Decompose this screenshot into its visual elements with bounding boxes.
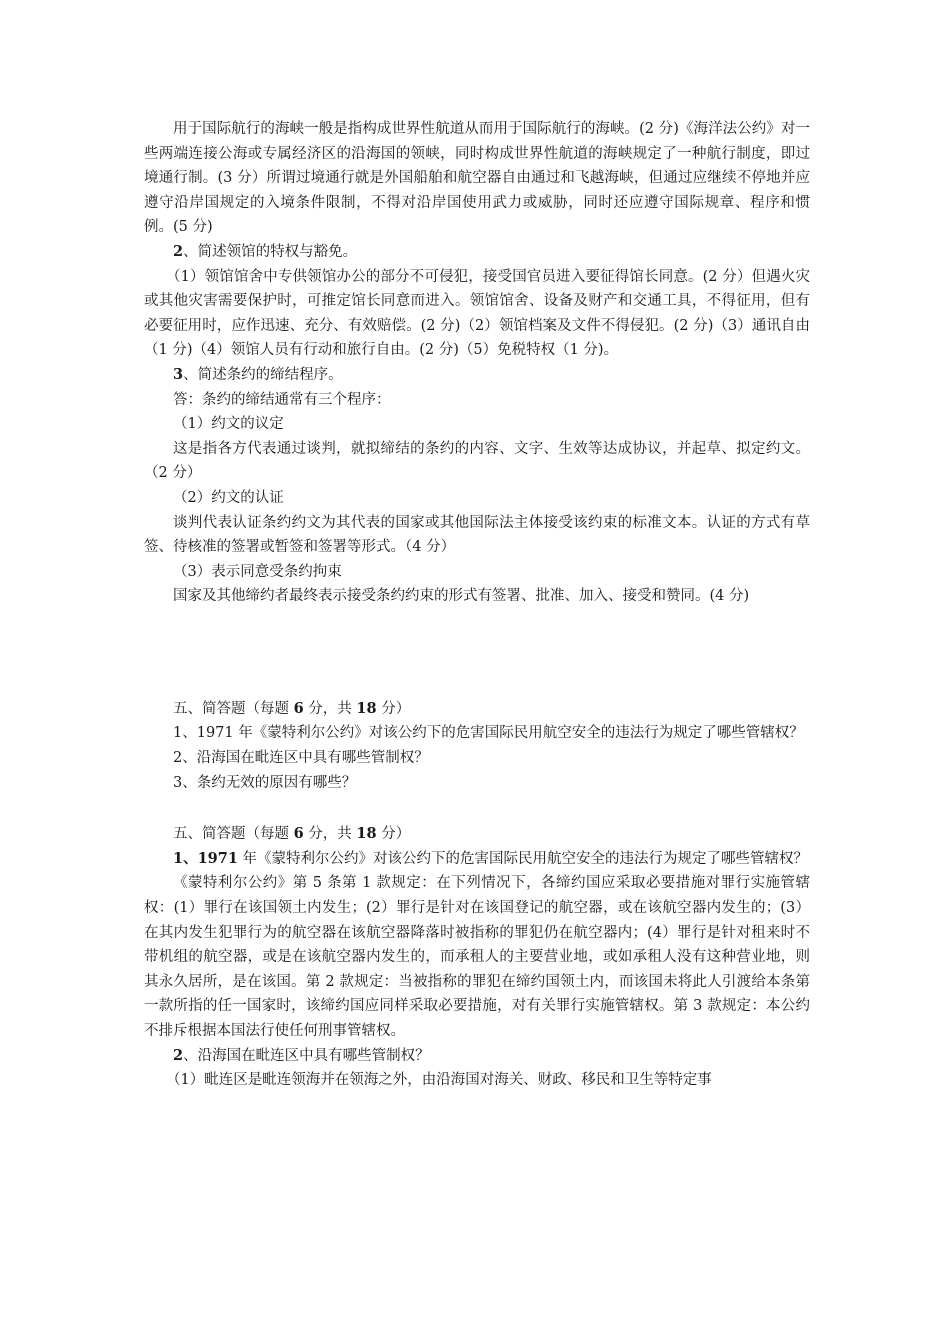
heading-text: 分，共 — [303, 700, 357, 717]
question-year: 1971 — [197, 849, 238, 867]
heading-score: 6 — [293, 699, 304, 717]
step-1-title: （1）约文的议定 — [173, 416, 284, 433]
answer-2-consulate-privileges: （1）领馆馆舍中专供领馆办公的部分不可侵犯，接受国官员进入要征得馆长同意。(2 分）但遇火灾或其他灾害需要保护时，可推定馆长同意而进入。领馆馆舍、设备及财产和交通工具，不得征用，但有必要征用时，应作迅速、充分、有效赔偿。(2 分)（2）领馆档案及文件不得侵犯。(2 分)（3）通讯自由（1 分)（4）领馆人员有行动和旅行自由。(2 分)（5）免税特权（1 分)。 — [144, 268, 810, 359]
heading-text: 五、简答题（每题 — [173, 826, 294, 843]
question-number: 2 — [173, 1046, 184, 1064]
heading-score: 6 — [293, 825, 304, 843]
step-2-title: （2）约文的认证 — [173, 489, 284, 506]
question-number: 3 — [173, 365, 184, 383]
question-3-treaty-invalidity: 3、条约无效的原因有哪些？ — [173, 774, 357, 791]
question-3-treaty-procedure — [144, 363, 810, 388]
section-heading — [144, 697, 810, 722]
heading-total: 18 — [356, 825, 377, 843]
question-1-montreal-answered — [144, 847, 810, 872]
question-2-contiguous-zone: 2、沿海国在毗连区中具有哪些管制权？ — [173, 750, 429, 767]
step-3-text: 国家及其他缔约者最终表示接受条约约束的形式有签署、批准、加入、接受和赞同。(4 分) — [173, 588, 750, 605]
question-number: 2 — [173, 242, 184, 260]
blank-space — [144, 795, 810, 822]
question-number: 1 — [173, 849, 184, 867]
question-2-contiguous-zone-answered — [144, 1044, 810, 1069]
answer-intro: 答：条约的缔结通常有三个程序： — [173, 391, 391, 408]
step-2-text: 谈判代表认证条约约文为其代表的国家或其他国际法主体接受该约束的标准文本。认证的方式有草签、待核准的签署或暂签和签署等形式。（4 分） — [144, 514, 810, 556]
heading-text: 分） — [376, 826, 411, 843]
paragraph-straits-passage: 用于国际航行的海峡一般是指构成世界性航道从而用于国际航行的海峡。(2 分)《海洋法公约》对一些两端连接公海或专属经济区的沿海国的领峡，同时构成世界性航道的海峡规定了一种航行制度，即过境通行制。(3 分）所谓过境通行就是外国船舶和航空器自由通过和飞越海峡，但通过应继续不停地并应遵守沿岸国规定的入境条件限制，不得对沿岸国使用武力或威胁，同时还应遵守国际规章、程序和惯例。(5 分) — [144, 121, 810, 236]
section-heading — [144, 822, 810, 847]
question-2-consulate-privileges — [144, 240, 810, 265]
heading-text: 分，共 — [303, 826, 357, 843]
step-1-text: 这是指各方代表通过谈判，就拟缔结的条约的内容、文字、生效等达成协议，并起草、拟定约文。（2 分） — [144, 440, 810, 482]
blank-space — [144, 609, 810, 697]
question-text: 、简述领馆的特权与豁免。 — [183, 243, 358, 260]
answer-2-contiguous-zone: （1）毗连区是毗连领海并在领海之外，由沿海国对海关、财政、移民和卫生等特定事 — [166, 1072, 712, 1089]
question-text: 、简述条约的缔结程序。 — [183, 366, 343, 383]
question-1-montreal: 1、1971 年《蒙特利尔公约》对该公约下的危害国际民用航空安全的违法行为规定了哪些管辖权？ — [173, 725, 804, 742]
answer-1-montreal: 《蒙特利尔公约》第 5 条第 1 款规定：在下列情况下，各缔约国应采取必要措施对罪行实施管辖权：(1）罪行在该国领土内发生；(2）罪行是针对在该国登记的航空器，或在该航空器内发生的；(3）在其内发生犯罪行为的航空器在该航空器降落时被指称的罪犯仍在航空器内；(4）罪行是针对租来时不带机组的航空器，或是在该航空器内发生的，而承租人的主要营业地，或如承租人没有这种营业地，则其永久居所，是在该国。第 2 款规定：当被指称的罪犯在缔约国领土内，而该国未将此人引渡给本条第一款所指的任一国家时，该缔约国应同样采取必要措施，对有关罪行实施管辖权。第 3 款规定：本公约不排斥根据本国法行使任何刑事管辖权。 — [144, 875, 810, 1039]
heading-total: 18 — [356, 699, 377, 717]
question-text: 、沿海国在毗连区中具有哪些管制权？ — [183, 1047, 430, 1064]
heading-text: 五、简答题（每题 — [173, 700, 294, 717]
step-3-title: （3）表示同意受条约拘束 — [173, 563, 342, 580]
question-text: 年《蒙特利尔公约》对该公约下的危害国际民用航空安全的违法行为规定了哪些管辖权？ — [237, 850, 809, 867]
document-body — [144, 117, 810, 1093]
heading-text: 分） — [376, 700, 411, 717]
question-separator: 、 — [183, 849, 198, 867]
